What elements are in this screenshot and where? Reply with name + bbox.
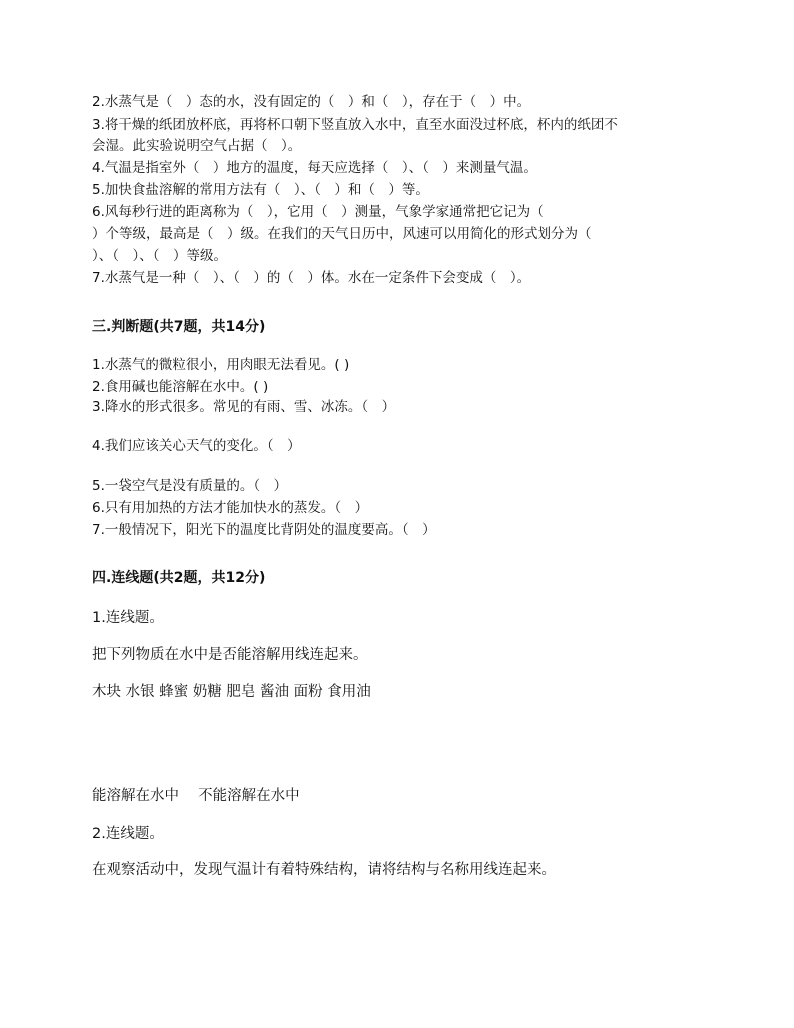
- matching-heading: 四.连线题(共2题，共12分): [92, 570, 266, 586]
- judge-q6: 6.只有用加热的方法才能加快水的蒸发。（ ）: [92, 500, 369, 516]
- fill-in-q6-line3: ）、（ ）、（ ）等级。: [92, 248, 227, 264]
- matching-q1-targets: 能溶解在水中 不能溶解在水中: [92, 788, 300, 804]
- judge-q2: 2.食用碱也能溶解在水中。( ): [92, 379, 269, 395]
- fill-in-q2: 2.水蒸气是（ ）态的水，没有固定的（ ）和（ ），存在于（ ）中。: [92, 94, 531, 110]
- matching-q1-instruction: 把下列物质在水中是否能溶解用线连起来。: [92, 647, 368, 663]
- fill-in-q6-line1: 6.风每秒行进的距离称为（ ），它用（ ）测量，气象学家通常把它记为（: [92, 204, 544, 220]
- judge-q5: 5.一袋空气是没有质量的。（ ）: [92, 478, 288, 494]
- judge-q4: 4.我们应该关心天气的变化。（ ）: [92, 438, 301, 454]
- judge-heading: 三.判断题(共7题，共14分): [92, 319, 266, 335]
- fill-in-q6-line2: ）个等级，最高是（ ）级。在我们的天气日历中，风速可以用简化的形式划分为（: [92, 226, 592, 242]
- fill-in-q5: 5.加快食盐溶解的常用方法有（ ）、（ ）和（ ）等。: [92, 182, 429, 198]
- matching-q1-title: 1.连线题。: [92, 610, 164, 626]
- fill-in-q3-line1: 3.将干燥的纸团放杯底，再将杯口朝下竖直放入水中，直至水面没过杯底，杯内的纸团不: [92, 117, 618, 133]
- fill-in-q7: 7.水蒸气是一种（ ）、（ ）的（ ）体。水在一定条件下会变成（ ）。: [92, 270, 531, 286]
- matching-q1-items: 木块 水银 蜂蜜 奶糖 肥皂 酱油 面粉 食用油: [92, 684, 371, 700]
- fill-in-q4: 4.气温是指室外（ ）地方的温度，每天应选择（ ）、（ ）来测量气温。: [92, 160, 537, 176]
- judge-q7: 7.一般情况下，阳光下的温度比背阴处的温度要高。（ ）: [92, 522, 436, 538]
- matching-q2-title: 2.连线题。: [92, 826, 164, 842]
- matching-q2-instruction: 在观察活动中，发现气温计有着特殊结构，请将结构与名称用线连起来。: [92, 862, 556, 878]
- judge-q1: 1.水蒸气的微粒很小，用肉眼无法看见。( ): [92, 357, 350, 373]
- judge-q3: 3.降水的形式很多。常见的有雨、雪、冰冻。（ ）: [92, 399, 396, 415]
- fill-in-q3-line2: 会湿。此实验说明空气占据（ ）。: [92, 138, 302, 154]
